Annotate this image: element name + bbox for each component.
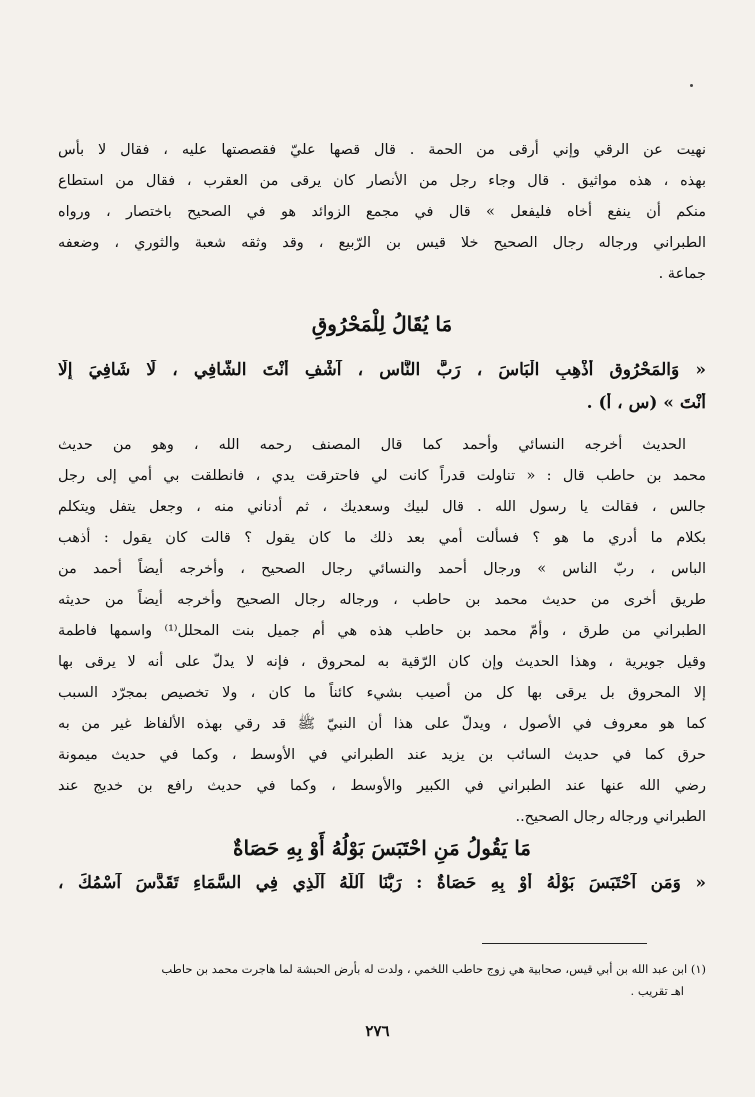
footnote-divider: [482, 943, 647, 944]
body-line: طريق أخرى من حديث محمد بن حاطب ، ورجاله رجال الصحيح وأخرجه أيضاً من حديثه: [58, 592, 706, 608]
body-line: وقيل جويرية ، وهذا الحديث وإن كان الرّقية به لمحروق ، فإنه لا يدلّ على أنه لا يرقى بها: [58, 654, 706, 670]
body-line: كما هو معروف في الأصول ، ويدلّ على هذا أن النبيّ ﷺ قد رقي بهذه الألفاظ غير من به: [58, 716, 706, 732]
body-line: بكلام ما أدري ما هو ؟ فسألت أمي بعد ذلك ما كان يقول ؟ قالت كان يقول : أذهب: [58, 530, 706, 546]
body-line: حرق كما في حديث السائب بن يزيد عند الطبراني في الأوسط ، وكما في حديث ميمونة: [58, 747, 706, 763]
section-heading-burn: مَا يُقَالُ لِلْمَحْرُوقِ: [311, 312, 453, 336]
body-line: جالس ، فقالت يا رسول الله . قال لبيك وسعديك ، ثم أدناني منه ، وجعل يتفل ويتكلم: [58, 499, 706, 515]
body-line: الحديث أخرجه النسائي وأحمد كما قال المصنف رحمه الله ، وهو من حديث: [58, 437, 686, 453]
intro-line: نهيت عن الرقي وإني أرقى من الحمة . قال قصها عليّ فقصصتها عليه ، فقال لا بأس: [58, 142, 706, 158]
intro-line: منكم أن ينفع أخاه فليفعل » قال في مجمع الزوائد هو في الصحيح باختصار ، ورواه: [58, 204, 706, 220]
page-number: ٢٧٦: [365, 1022, 390, 1040]
dua-line: « وَالمَحْرُوق أَذْهِبِ الْبَاسَ ، رَبَّ النَّاسِ ، آشْفِ أَنْتَ الشَّافِي ، لَا شَافِيَ إِلَّا: [58, 360, 706, 380]
body-line: الطبراني ورجاله رجال الصحيح..: [515, 809, 706, 825]
intro-paragraph: [58, 135, 706, 290]
body-paragraph: [58, 430, 706, 833]
intro-line: الطبراني ورجاله رجال الصحيح خلا قيس بن الرّبيع ، وقد وثقه شعبة والثوري ، وضعفه: [58, 235, 706, 251]
intro-line: بهذه ، هذه مواثيق . قال وجاء رجل من الأنصار كان يرقى من العقرب ، فقال من استطاع: [58, 173, 706, 189]
page-speck: [690, 84, 693, 87]
footnote-line: اهـ تقريب .: [630, 984, 684, 998]
body-line: محمد بن حاطب قال : « تناولت قدراً كانت لي فاحترقت يدي ، فانطلقت بي أمي إلى رجل: [58, 468, 706, 484]
dua-line: أَنْتَ » (س ، أ) .: [586, 393, 706, 413]
footnote: [58, 958, 706, 1002]
section-heading-urine: مَا يَقُولُ مَنِ احْتَبَسَ بَوْلُهُ أَوْ بِهِ حَصَاةٌ: [232, 836, 532, 860]
intro-line: جماعة .: [658, 266, 706, 282]
body-line: رضي الله عنها عند الطبراني في الكبير والأوسط ، وكما في حديث رافع بن خديج عند: [58, 778, 706, 794]
body-line: الطبراني من طرق ، وأمّ محمد بن حاطب هذه هي أم جميل بنت المحلل⁽¹⁾ واسمها فاطمة: [58, 623, 706, 639]
body-line: إلا المحروق بل يرقى بها كل من أصيب بشيء كائناً ما كان ، ولا تخصيص بمجرّد السبب: [58, 685, 706, 701]
footnote-line: (١) ابن عبد الله بن أبي قيس، صحابية هي زوج حاطب اللخمي ، ولدت له بأرض الحبشة لما هاجرت محمد بن حاطب: [161, 962, 706, 976]
body-line: الباس ، ربّ الناس » ورجال أحمد والنسائي رجال الصحيح ، وأخرجه أيضاً أحمد من: [58, 561, 706, 577]
dua-line: « وَمَنِ آحْتَبَسَ بَوْلُهُ أَوْ بِهِ حَصَاةٌ : رَبُّنَا آللَّهُ آلَّذِي فِي السَّمَاءِ تَقَدَّسَ آسْمُكَ ،: [58, 873, 706, 893]
